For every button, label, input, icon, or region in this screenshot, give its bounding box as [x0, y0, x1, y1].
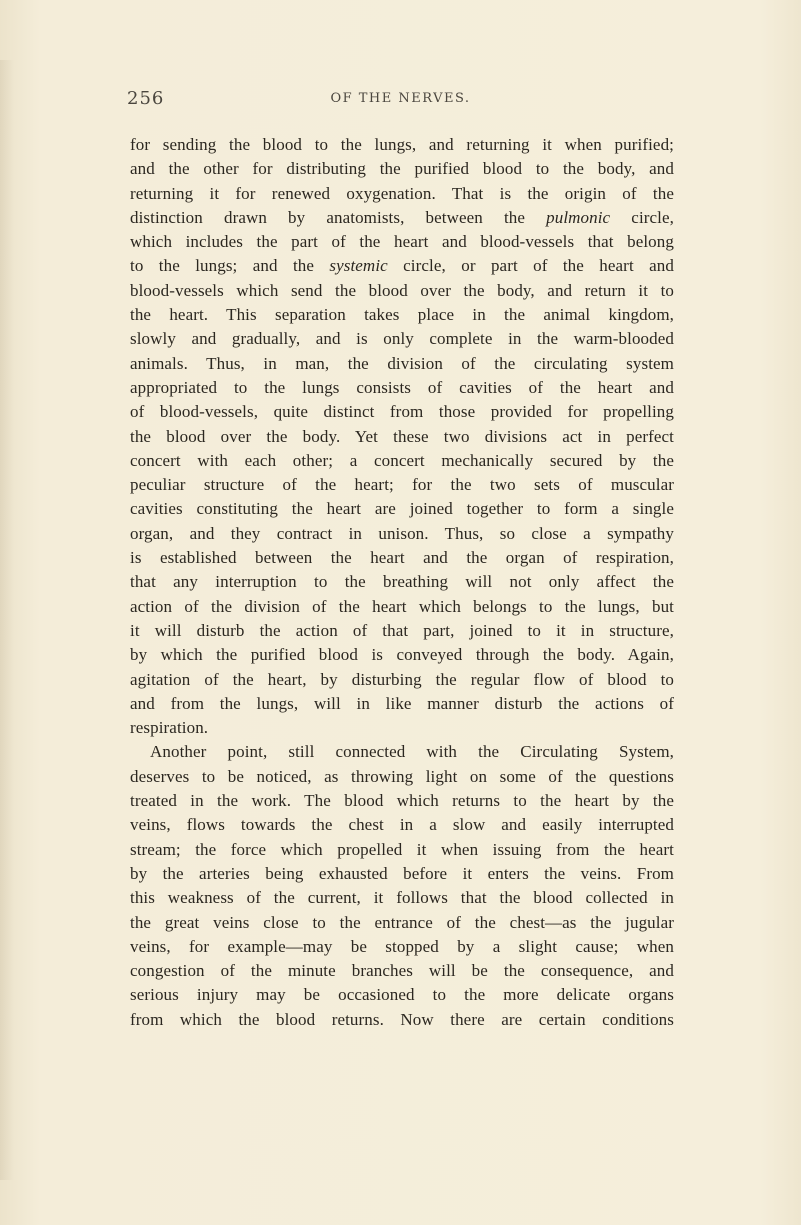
- text-line: serious injury may be occasioned to the more delicate organs: [130, 985, 674, 1005]
- text-line: the blood over the body. Yet these two divisions act in perfect: [130, 426, 674, 446]
- text-line: agitation of the heart, by disturbing the regular flow of blood to: [130, 669, 674, 689]
- text-line: Another point, still connected with the Circulating System,: [150, 742, 674, 762]
- text-line: of blood-vessels, quite distinct from those provided for propelling: [130, 402, 674, 422]
- text-line: respiration.: [130, 718, 209, 738]
- text-line: concert with each other; a concert mechanically secured by the: [130, 450, 674, 470]
- body-text: [130, 133, 674, 1032]
- text-line: action of the division of the heart which belongs to the lungs, but: [130, 596, 674, 616]
- text-span: circle,: [610, 207, 674, 227]
- running-head: [0, 88, 801, 112]
- text-span: distinction drawn by anatomists, between the: [130, 207, 547, 227]
- text-line: cavities constituting the heart are joined together to form a single: [130, 499, 674, 519]
- text-line: stream; the force which propelled it when issuing from the heart: [130, 839, 674, 859]
- running-title: OF THE NERVES.: [330, 91, 471, 106]
- text-line: organ, and they contract in unison. Thus, so close a sympathy: [130, 523, 674, 543]
- text-line: veins, for example—may be stopped by a slight cause; when: [130, 936, 674, 956]
- text-line: it will disturb the action of that part, joined to it in structure,: [130, 620, 674, 640]
- text-line: the great veins close to the entrance of the chest—as the jugular: [130, 912, 674, 932]
- text-line: slowly and gradually, and is only complete in the warm-blooded: [130, 329, 674, 349]
- italic-term: systemic: [329, 256, 388, 276]
- text-line: is established between the heart and the organ of respiration,: [130, 548, 674, 568]
- text-line: for sending the blood to the lungs, and returning it when purified;: [130, 135, 674, 154]
- text-line: [130, 206, 674, 230]
- page-number: 256: [127, 88, 165, 109]
- text-line: [130, 254, 674, 278]
- text-line: by the arteries being exhausted before it enters the veins. From: [130, 863, 674, 883]
- text-line: and from the lungs, will in like manner disturb the actions of: [130, 693, 674, 713]
- text-line: animals. Thus, in man, the division of the circulating system: [130, 353, 674, 373]
- text-line: blood-vessels which send the blood over the body, and return it to: [130, 280, 674, 300]
- text-line: which includes the part of the heart and blood-vessels that belong: [130, 232, 674, 252]
- text-span: to the lungs; and the: [130, 256, 330, 276]
- text-line: the heart. This separation takes place in the animal kingdom,: [130, 305, 674, 325]
- text-line: congestion of the minute branches will be the consequence, and: [130, 961, 674, 981]
- text-line: veins, flows towards the chest in a slow and easily interrupted: [130, 815, 674, 835]
- text-line: peculiar structure of the heart; for the two sets of muscular: [130, 475, 674, 495]
- text-line: treated in the work. The blood which returns to the heart by the: [130, 791, 674, 811]
- text-line: and the other for distributing the purified blood to the body, and: [130, 159, 674, 179]
- text-line: returning it for renewed oxygenation. That is the origin of the: [130, 183, 674, 203]
- text-line: from which the blood returns. Now there are certain conditions: [130, 1009, 674, 1029]
- text-line: by which the purified blood is conveyed through the body. Again,: [130, 645, 674, 665]
- text-span: circle, or part of the heart and: [387, 256, 674, 276]
- text-line: deserves to be noticed, as throwing light on some of the questions: [130, 766, 674, 786]
- text-line: that any interruption to the breathing will not only affect the: [130, 572, 674, 592]
- italic-term: pulmonic: [546, 207, 611, 227]
- text-line: appropriated to the lungs consists of cavities of the heart and: [130, 377, 674, 397]
- binding-shadow: [0, 60, 14, 1180]
- text-line: this weakness of the current, it follows that the blood collected in: [130, 888, 674, 908]
